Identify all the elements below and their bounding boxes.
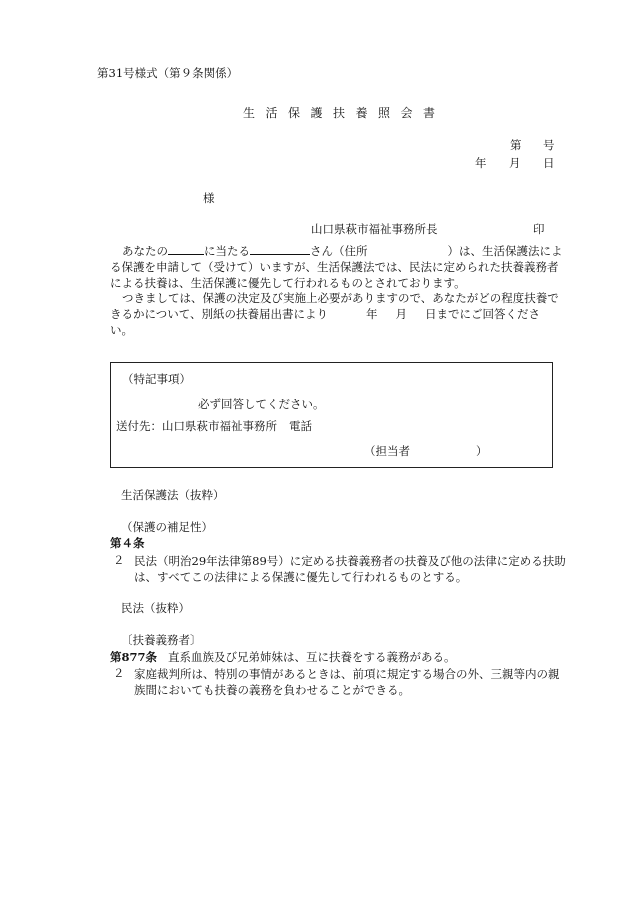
paragraph1-part1: あなたの bbox=[122, 244, 168, 258]
date-month: 月 bbox=[509, 156, 521, 170]
law2-item-text: 家庭裁判所は、特別の事情があるときは、前項に規定する場合の外、三親等内の親族間においても扶養の義務を負わせることができる。 bbox=[134, 667, 560, 697]
paragraph2-year: 年 bbox=[366, 307, 378, 321]
date-year: 年 bbox=[475, 156, 487, 170]
notes-message: 必ず回答してください。 bbox=[198, 397, 325, 411]
law1-caption: （保護の補足性） bbox=[121, 520, 213, 534]
doc-number-suffix: 号 bbox=[543, 138, 555, 152]
notes-destination: 送付先：山口県萩市福祉事務所 bbox=[116, 419, 277, 433]
paragraph-request bbox=[110, 290, 566, 338]
date-day: 日 bbox=[543, 156, 555, 170]
notes-phone-label: 電話 bbox=[289, 419, 312, 433]
law2-article-text: 直系血族及び兄弟姉妹は、互に扶養をする義務がある。 bbox=[168, 650, 456, 664]
law1-heading: 生活保護法（抜粋） bbox=[121, 488, 225, 502]
addressee-suffix: 様 bbox=[203, 191, 215, 205]
sender-seal: 印 bbox=[533, 222, 545, 236]
paragraph1-part4: ）は、生活保護法による保護を申請して（受けて）いますが、生活保護法では、民法に定められた扶養義務者による扶養は、生活保護に優先して行われるものとされております。 bbox=[110, 244, 563, 290]
law2-heading: 民法（抜粋） bbox=[121, 601, 190, 615]
paragraph2-month: 月 bbox=[395, 307, 408, 321]
relation-blank bbox=[168, 242, 204, 255]
law2-caption: 〔扶養義務者〕 bbox=[121, 633, 202, 647]
notes-contact-open: （担当者 bbox=[364, 444, 410, 458]
document-title: 生活保護扶養照会書 bbox=[243, 106, 446, 120]
paragraph1-part2: に当たる bbox=[204, 244, 250, 258]
notes-heading: （特記事項） bbox=[122, 372, 191, 386]
law1-item-text: 民法（明治29年法律第89号）に定める扶養義務者の扶養及び他の法律に定める扶助は、すべてこの法律による保護に優先して行われるものとする。 bbox=[134, 554, 566, 584]
notes-box bbox=[110, 362, 553, 468]
paragraph2-part1: つきましては、保護の決定及び実施上必要がありますので、あなたがどの程度扶養できるかについて、別紙の扶養届出書により bbox=[110, 291, 559, 321]
paragraph2-part2: 日までにご回答くださ い。 bbox=[110, 307, 541, 337]
form-number: 第31号様式（第９条関係） bbox=[97, 66, 239, 80]
doc-number-prefix: 第 bbox=[510, 138, 522, 152]
notes-contact-close: ） bbox=[476, 444, 488, 458]
law2-item-number: ２ bbox=[113, 666, 125, 680]
paragraph1-part3: さん（住所 bbox=[310, 244, 368, 258]
law2-article: 第877条 bbox=[110, 650, 158, 664]
paragraph-notice bbox=[110, 242, 566, 291]
law2-article-line bbox=[110, 650, 456, 665]
sender-name: 山口県萩市福祉事務所長 bbox=[311, 222, 438, 236]
law1-item-number: ２ bbox=[113, 553, 125, 567]
law1-article: 第４条 bbox=[110, 536, 145, 550]
person-name-blank bbox=[250, 242, 310, 255]
